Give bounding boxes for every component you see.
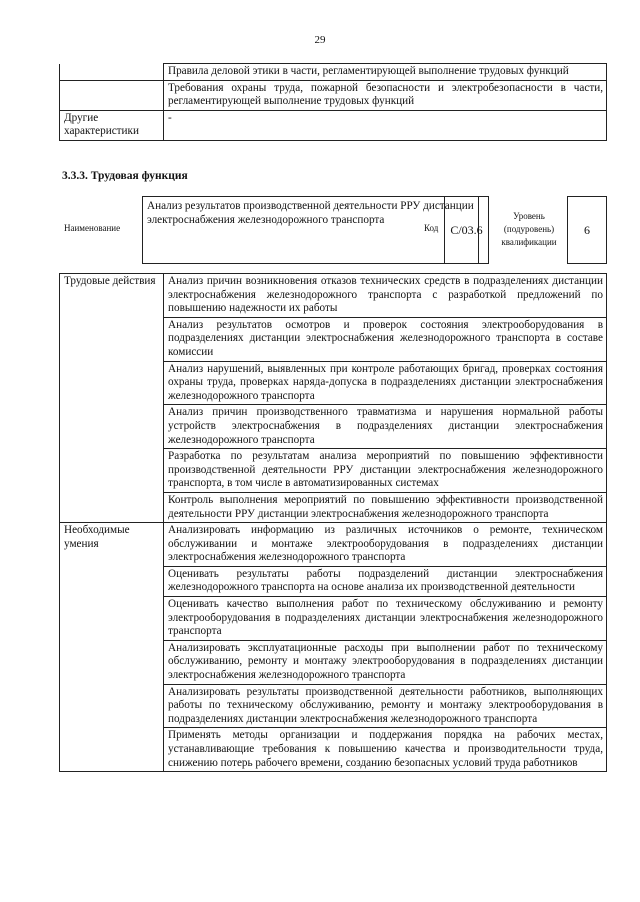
table-row — [60, 597, 607, 641]
table-row — [60, 728, 607, 772]
empty-label-cell — [60, 317, 164, 361]
skill-item: Оценивать результаты работы подразделений дистанции электроснабжения железнодорожного транспорта на основе анализа их производственной деятельности — [164, 566, 607, 596]
empty-label-cell — [60, 684, 164, 728]
labor-actions-label: Трудовые действия — [60, 274, 164, 318]
labor-action-item: Анализ причин производственного травматизма и нарушения нормальной работы устройств электроснабжения в подразделениях дистанции электроснабжения железнодорожного транспорта — [164, 405, 607, 449]
empty-label-cell — [60, 640, 164, 684]
table-row — [60, 449, 607, 493]
name-label: Наименование — [64, 223, 121, 233]
labor-action-item: Анализ результатов осмотров и проверок состояния электрооборудования в подразделениях дистанции электроснабжения железнодорожного транспорта в составе комиссии — [164, 317, 607, 361]
table-row — [60, 566, 607, 596]
required-skills-label: Необходимые умения — [60, 523, 164, 567]
code-value: C/03.6 — [444, 196, 489, 264]
labor-action-item: Анализ причин возникновения отказов технических средств в подразделениях дистанции электроснабжения железнодорожного транспорта с разработкой предложений по повышению надежности их работы — [164, 274, 607, 318]
skill-item: Оценивать качество выполнения работ по техническому обслуживанию и ремонту электрооборудования в подразделениях дистанции электроснабжения железнодорожного транспорта — [164, 597, 607, 641]
name-value: Анализ результатов производственной деятельности РРУ дистанции электроснабжения железнодорожного транспорта — [142, 196, 479, 264]
empty-label-cell — [60, 566, 164, 596]
empty-label-cell — [60, 492, 164, 522]
table-row — [60, 317, 607, 361]
table-row — [60, 110, 607, 140]
table-row — [60, 64, 607, 81]
code-label: Код — [424, 223, 439, 233]
empty-label-cell — [60, 728, 164, 772]
section-heading: 3.3.3. Трудовая функция — [62, 170, 188, 182]
function-details-table — [59, 273, 607, 772]
level-label: Уровень (подуровень) квалификации — [501, 211, 557, 247]
row-text: Правила деловой этики в части, регламентирующей выполнение трудовых функций — [164, 64, 607, 81]
table-row — [60, 492, 607, 522]
empty-label-cell — [60, 361, 164, 405]
top-continuation-table — [59, 63, 607, 141]
table-row — [60, 274, 607, 318]
skill-item: Применять методы организации и поддержания порядка на рабочих местах, устанавливающие требования к повышению качества и производительности труда, снижению потерь рабочего времени, созданию безопасных условий труда работников — [164, 728, 607, 772]
table-row — [60, 523, 607, 567]
row-label — [60, 80, 164, 110]
page-number: 29 — [314, 34, 326, 46]
empty-label-cell — [60, 449, 164, 493]
empty-label-cell — [60, 405, 164, 449]
table-row — [60, 405, 607, 449]
table-row — [60, 80, 607, 110]
row-label — [60, 64, 164, 81]
table-row — [60, 361, 607, 405]
table-row — [60, 640, 607, 684]
skill-item: Анализировать эксплуатационные расходы при выполнении работ по техническому обслуживанию, ремонту и монтажу электрооборудования в подразделениях дистанции электроснабжения железнодорожного транспорта — [164, 640, 607, 684]
skill-item: Анализировать результаты производственной деятельности работников, выполняющих работы по техническому обслуживанию, ремонту и монтажу электрооборудования в подразделениях дистанции электроснабжения железнодорожного транспорта — [164, 684, 607, 728]
function-header — [59, 196, 607, 264]
table-row — [60, 684, 607, 728]
labor-action-item: Разработка по результатам анализа мероприятий по повышению эффективности производственной деятельности РРУ дистанции электроснабжения железнодорожного транспорта, в том числе в автоматизированных системах — [164, 449, 607, 493]
skill-item: Анализировать информацию из различных источников о ремонте, техническом обслуживании и монтаже электрооборудования в подразделениях дистанции электроснабжения железнодорожного транспорта — [164, 523, 607, 567]
row-label-other-characteristics: Другие характеристики — [60, 110, 164, 140]
row-text: - — [164, 110, 607, 140]
empty-label-cell — [60, 597, 164, 641]
row-text: Требования охраны труда, пожарной безопасности и электробезопасности в части, регламентирующей выполнение трудовых функций — [164, 80, 607, 110]
level-value: 6 — [567, 196, 607, 264]
labor-action-item: Контроль выполнения мероприятий по повышению эффективности производственной деятельности РРУ дистанции электроснабжения железнодорожного транспорта — [164, 492, 607, 522]
labor-action-item: Анализ нарушений, выявленных при контроле работающих бригад, проверках состояния охраны труда, проверках наряда-допуска в подразделениях дистанции электроснабжения железнодорожного транспорта — [164, 361, 607, 405]
